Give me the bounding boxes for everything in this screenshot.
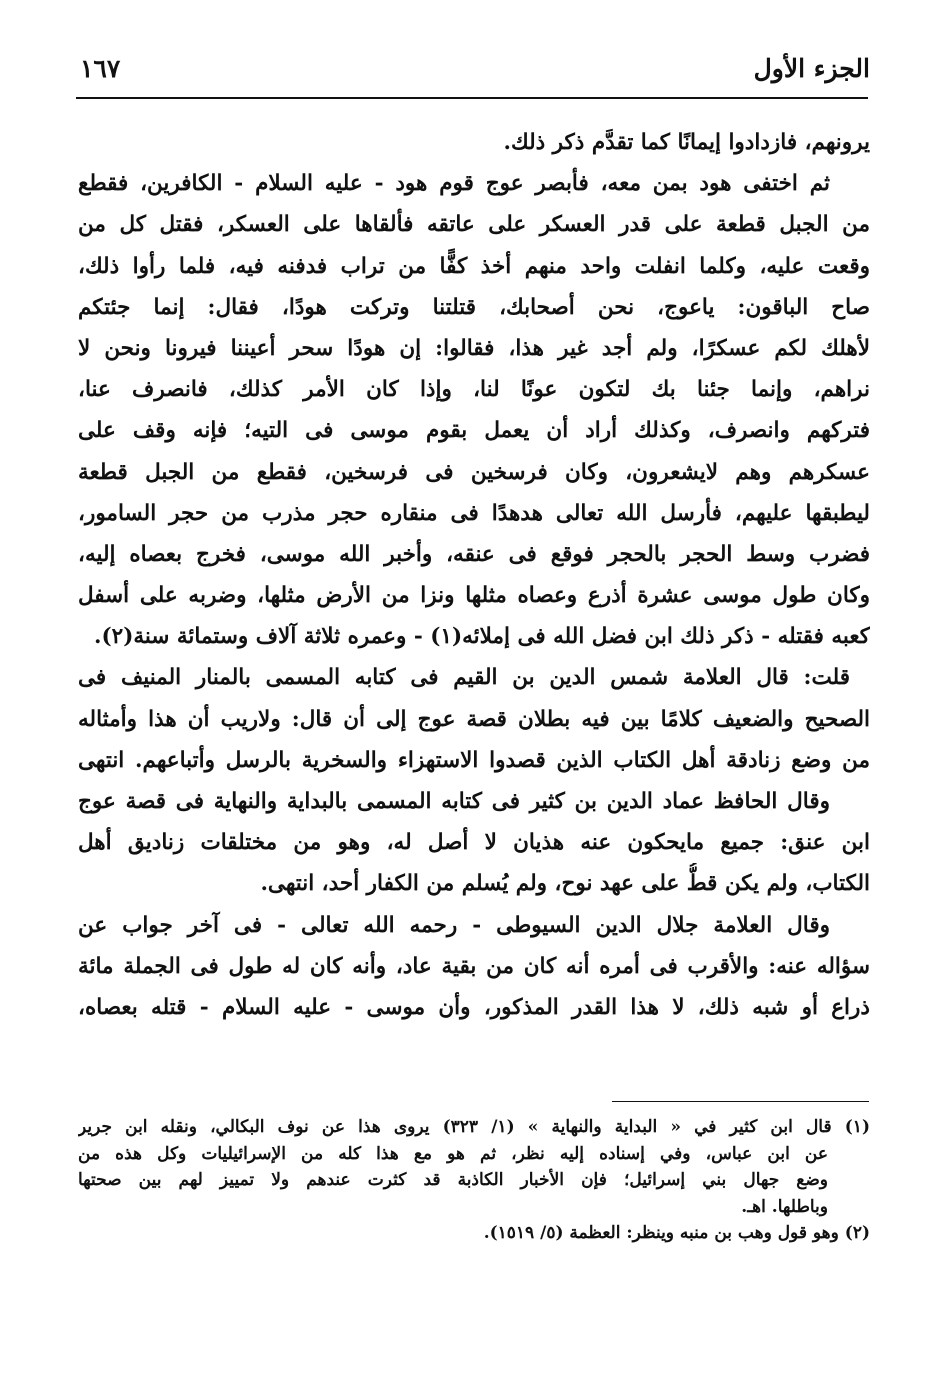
text-line: من وضع زنادقة أهل الكتاب الذين قصدوا الاستهزاء والسخرية بالرسل وأتباعهم. انتهى [78, 747, 870, 773]
text-line: كعبه فقتله - ذكر ذلك ابن فضل الله فى إملائه(١) - وعمره ثلاثة آلاف وستمائة سنة(٢). [93, 624, 870, 650]
text-line: وقعت عليه، وكلما انفلت واحد منهم أخذ كفًّا من تراب فدفنه فيه، فلما رأوا ذلك، [78, 253, 870, 279]
text-line: وقال العلامة جلال الدين السيوطى - رحمه الله تعالى - فى آخر جواب عن [78, 912, 830, 938]
main-text [78, 122, 870, 1028]
text-line: نراهم، وإنما جئنا بك لتكون عونًا لنا، وإذا كان الأمر كذلك، فانصرف عنا، [78, 377, 870, 403]
footnote-line: وضع جهال بني إسرائيل؛ فإن الأخبار الكاذبة قد كثرت عندهم ولا تمييز لهم بين صحتها [78, 1170, 828, 1190]
text-line: ليطبقها عليهم، فأرسل الله تعالى هدهدًا فى منقاره حجر مذرب من حجر السامور، [78, 500, 870, 526]
text-line: وقال الحافظ عماد الدين بن كثير فى كتابه المسمى بالبداية والنهاية فى قصة عوج [78, 789, 830, 814]
text-line: ذراع أو شبه ذلك، لا هذا القدر المذكور، وأن موسى - عليه السلام - قتله بعصاه، [78, 994, 870, 1020]
text-line: من الجبل قطعة على قدر العسكر على عاتقه فألقاها على العسكر، فقتل كل من [78, 212, 870, 238]
text-line: يرونهم، فازدادوا إيمانًا كما تقدَّم ذكر ذلك. [503, 130, 870, 155]
text-line: ابن عنق: جميع مايحكون عنه هذيان لا أصل له، وهو من مختلقات زناديق أهل [78, 830, 870, 856]
running-header [78, 52, 870, 90]
text-line: قلت: قال العلامة شمس الدين بن القيم فى كتابه المسمى بالمنار المنيف فى [78, 665, 850, 691]
text-line: عسكرهم وهم لايشعرون، وكان فرسخين فى فرسخين، فقطع من الجبل قطعة [78, 459, 870, 485]
text-line: الصحيح والضعيف كلامًا بين فيه بطلان قصة عوج إلى أن قال: ولاريب أن هذا وأمثاله [78, 706, 870, 732]
footnote-rule [612, 1101, 869, 1102]
header-rule [76, 97, 868, 99]
text-line: وكان طول موسى عشرة أذرع وعصاه مثلها ونزا من الأرض مثلها، وضربه على أسفل [78, 583, 870, 609]
text-line: ثم اختفى هود بمن معه، فأبصر عوج قوم هود - عليه السلام - الكافرين، فقطع [78, 171, 830, 197]
footnote-line: (١) قال ابن كثير في « البداية والنهاية » (١/ ٣٢٣) يروى هذا عن نوف البكالي، ونقله ابن جرير [78, 1117, 870, 1137]
text-line: الكتاب، ولم يكن قطُّ على عهد نوح، ولم يُسلم من الكفار أحد، انتهى. [260, 871, 870, 897]
footnote-line: عن ابن عباس، وفي إسناده إليه نظر، ثم هو مع هذا كله من الإسرائيليات وكل هذه من [78, 1143, 828, 1164]
text-line: لأهلك لكم عسكرًا، ولم أجد غير هذا، فقالوا: إن هودًا سحر أعيننا فيرونا ونحن لا [78, 335, 870, 361]
footnotes [78, 1114, 870, 1247]
text-line: فتركهم وانصرف، وكذلك أراد أن يعمل بقوم موسى فى التيه؛ فإنه وقف على [78, 418, 870, 444]
footnote-line: (٢) وهو قول وهب بن منبه وينظر: العظمة (٥/ ١٥١٩). [483, 1223, 870, 1243]
page-number: ١٦٧ [80, 54, 121, 83]
footnote-line: وباطلها. اهـ. [741, 1196, 828, 1217]
text-line: صاح الباقون: ياعوج، نحن أصحابك، قتلتنا وتركت هودًا، فقال: إنما جئتكم [78, 294, 870, 320]
text-line: فضرب وسط الحجر بالحجر فوقع فى عنقه، وأخبر الله موسى، فخرج بعصاه إليه، [78, 541, 870, 567]
header-title: الجزء الأول [753, 54, 870, 83]
text-line: سؤاله عنه: والأقرب فى أمره أنه كان من بقية عاد، وأنه كان له طول فى الجملة مائة [78, 953, 870, 979]
